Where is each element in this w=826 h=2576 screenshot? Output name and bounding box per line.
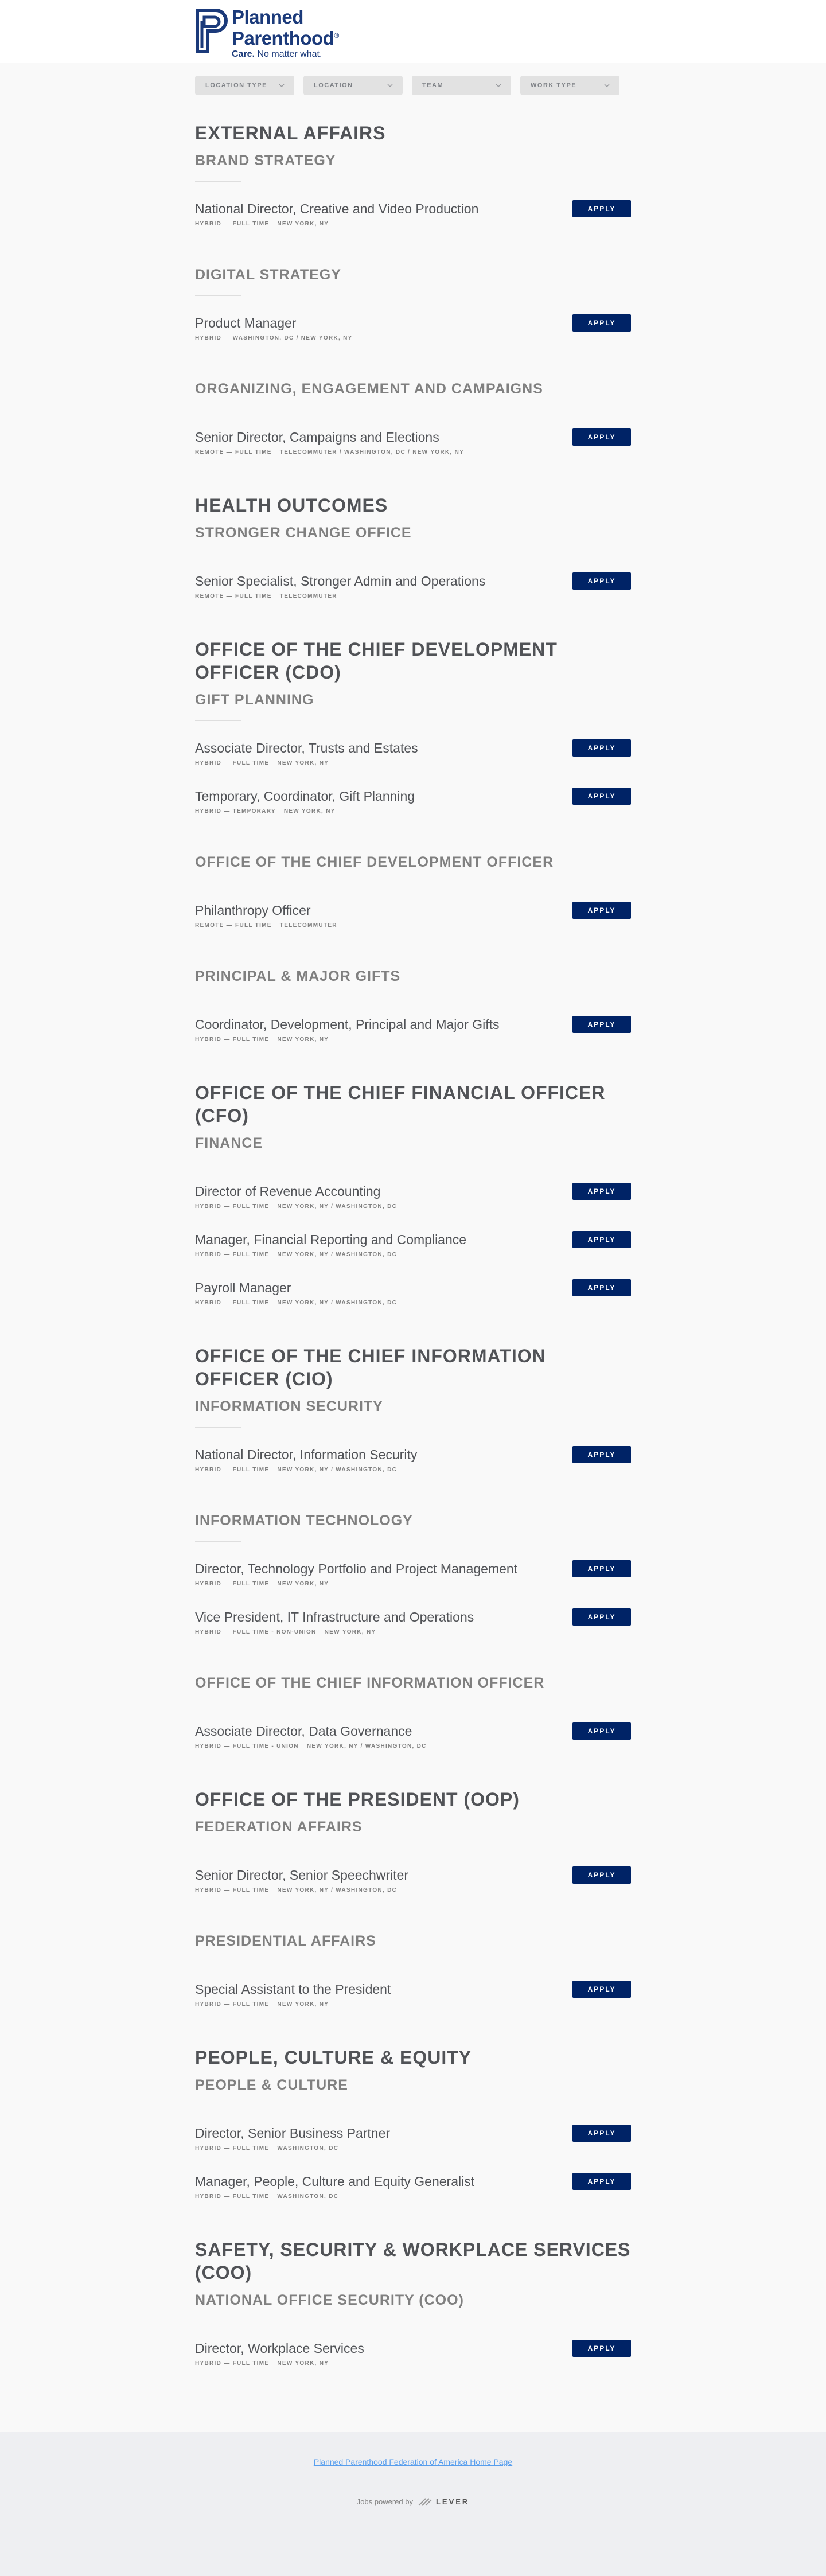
job-commitment: HYBRID — FULL TIME (195, 1467, 270, 1473)
job-meta (195, 2360, 631, 2367)
job-posting (195, 1183, 631, 1218)
sub-team-title: INFORMATION TECHNOLOGY (195, 1513, 413, 1529)
filter-team[interactable] (412, 76, 511, 95)
job-title-link[interactable]: Manager, People, Culture and Equity Generalist (195, 2174, 475, 2189)
job-location: NEW YORK, NY (277, 221, 329, 227)
job-commitment: HYBRID — FULL TIME (195, 1203, 270, 1210)
team-section (195, 1081, 631, 1315)
job-title-link[interactable]: Senior Director, Senior Speechwriter (195, 1868, 408, 1883)
chevron-down-icon (278, 82, 285, 89)
job-meta (195, 2193, 631, 2200)
team-section (195, 2046, 631, 2208)
job-meta (195, 1467, 631, 1473)
sub-team-title: FEDERATION AFFAIRS (195, 1819, 363, 1835)
apply-button[interactable]: APPLY (572, 2173, 631, 2190)
sub-team-section (195, 2076, 631, 2208)
chevron-down-icon (495, 82, 502, 89)
job-posting (195, 1560, 631, 1596)
job-location: NEW YORK, NY (277, 2001, 329, 2008)
job-posting (195, 200, 631, 236)
sub-team-section (195, 967, 631, 1051)
sub-team-title: OFFICE OF THE CHIEF INFORMATION OFFICER (195, 1675, 545, 1691)
divider (195, 720, 241, 721)
team-section (195, 494, 631, 608)
divider (195, 1427, 241, 1428)
job-posting (195, 2340, 631, 2375)
job-location: NEW YORK, NY / WASHINGTON, DC (277, 1252, 398, 1258)
job-posting (195, 1446, 631, 1482)
site-footer (0, 2432, 826, 2576)
lever-logo[interactable] (418, 2496, 469, 2507)
job-title-link[interactable]: National Director, Information Security (195, 1447, 418, 1462)
job-meta (195, 760, 631, 766)
team-section (195, 122, 631, 464)
apply-button[interactable]: APPLY (572, 314, 631, 332)
job-location: NEW YORK, NY / WASHINGTON, DC (277, 1467, 398, 1473)
apply-button[interactable]: APPLY (572, 1016, 631, 1033)
divider (195, 1541, 241, 1542)
apply-button[interactable]: APPLY (572, 788, 631, 805)
job-meta (195, 922, 631, 929)
job-meta (195, 593, 631, 599)
job-location: NEW YORK, NY (277, 760, 329, 766)
job-title-link[interactable]: Director, Technology Portfolio and Project Management (195, 1561, 518, 1576)
sub-team-title: STRONGER CHANGE OFFICE (195, 525, 412, 541)
job-location: TELECOMMUTER / WASHINGTON, DC / NEW YORK, NY (279, 449, 465, 455)
job-location: TELECOMMUTER (279, 922, 337, 929)
job-location: NEW YORK, NY (277, 2360, 329, 2367)
apply-button[interactable]: APPLY (572, 1446, 631, 1463)
job-posting (195, 1016, 631, 1051)
job-commitment: REMOTE — FULL TIME (195, 922, 272, 929)
powered-by (0, 2496, 826, 2507)
sub-team-title: PRINCIPAL & MAJOR GIFTS (195, 968, 401, 984)
job-title-link[interactable]: Product Manager (195, 315, 297, 330)
brand-line-1: Planned (232, 6, 303, 28)
planned-parenthood-logo-icon (195, 8, 228, 54)
divider (195, 181, 241, 182)
site-header (0, 0, 826, 63)
apply-button[interactable]: APPLY (572, 2340, 631, 2357)
apply-button[interactable]: APPLY (572, 572, 631, 590)
filter-label: LOCATION TYPE (205, 82, 267, 89)
team-section (195, 1344, 631, 1758)
job-location: NEW YORK, NY / WASHINGTON, DC (306, 1743, 427, 1749)
job-location: WASHINGTON, DC (277, 2145, 339, 2152)
sub-team-section (195, 2291, 631, 2375)
job-location: NEW YORK, NY (277, 1581, 329, 1587)
brand-line-2: Parenthood (232, 28, 334, 49)
job-location: NEW YORK, NY / WASHINGTON, DC (277, 1300, 398, 1306)
job-commitment: HYBRID — FULL TIME (195, 2360, 270, 2367)
job-commitment: HYBRID — TEMPORARY (195, 808, 276, 815)
sub-team-title: NATIONAL OFFICE SECURITY (COO) (195, 2292, 464, 2308)
sub-team-title: GIFT PLANNING (195, 692, 314, 708)
apply-button[interactable]: APPLY (572, 1722, 631, 1740)
job-title-link[interactable]: Director, Workplace Services (195, 2341, 364, 2356)
sub-team-section (195, 380, 631, 464)
sub-team-section (195, 1511, 631, 1644)
job-meta (195, 1252, 631, 1258)
tagline-bold: Care. (232, 49, 255, 59)
job-title-link[interactable]: Vice President, IT Infrastructure and Operations (195, 1609, 474, 1624)
team-title: PEOPLE, CULTURE & EQUITY (195, 2047, 472, 2068)
team-title: SAFETY, SECURITY & WORKPLACE SERVICES (COO) (195, 2239, 631, 2283)
job-commitment: HYBRID — FULL TIME (195, 1036, 270, 1043)
job-posting (195, 1608, 631, 1644)
job-posting (195, 1279, 631, 1315)
job-title-link[interactable]: Senior Director, Campaigns and Elections (195, 430, 439, 445)
apply-button[interactable]: APPLY (572, 1866, 631, 1884)
team-section (195, 1788, 631, 2016)
apply-button[interactable]: APPLY (572, 1560, 631, 1577)
job-meta (195, 1743, 631, 1749)
job-posting (195, 1722, 631, 1758)
job-meta (195, 1036, 631, 1043)
job-commitment: HYBRID — FULL TIME (195, 1887, 270, 1893)
sub-team-title: PEOPLE & CULTURE (195, 2077, 348, 2093)
job-commitment: HYBRID — WASHINGTON, DC / NEW YORK, NY (195, 335, 353, 341)
chevron-down-icon (603, 82, 610, 89)
sub-team-title: DIGITAL STRATEGY (195, 267, 341, 283)
sub-team-title: OFFICE OF THE CHIEF DEVELOPMENT OFFICER (195, 854, 554, 870)
apply-button[interactable]: APPLY (572, 1183, 631, 1200)
sub-team-title: BRAND STRATEGY (195, 153, 336, 169)
divider (195, 295, 241, 296)
sub-team-section (195, 1932, 631, 2016)
job-meta (195, 335, 631, 341)
sub-team-section (195, 1674, 631, 1758)
apply-button[interactable]: APPLY (572, 1981, 631, 1998)
filter-label: WORK TYPE (531, 82, 577, 89)
sub-team-section (195, 853, 631, 937)
job-title-link[interactable]: Philanthropy Officer (195, 903, 311, 918)
apply-button[interactable]: APPLY (572, 1608, 631, 1626)
job-posting (195, 902, 631, 937)
job-location: NEW YORK, NY (324, 1629, 376, 1635)
job-commitment: REMOTE — FULL TIME (195, 593, 272, 599)
job-title-link[interactable]: Associate Director, Data Governance (195, 1724, 412, 1739)
brand-tagline (232, 49, 339, 60)
job-posting (195, 1866, 631, 1902)
job-commitment: HYBRID — FULL TIME (195, 2145, 270, 2152)
sub-team-title: INFORMATION SECURITY (195, 1398, 383, 1414)
filter-label: TEAM (422, 82, 444, 89)
powered-by-text: Jobs powered by (356, 2497, 413, 2506)
sub-team-section (195, 151, 631, 236)
apply-button[interactable]: APPLY (572, 200, 631, 217)
apply-button[interactable]: APPLY (572, 739, 631, 757)
sub-team-section (195, 691, 631, 823)
job-title-link[interactable]: National Director, Creative and Video Production (195, 201, 479, 216)
job-location: NEW YORK, NY (283, 808, 336, 815)
team-list (195, 122, 631, 2375)
sub-team-section (195, 524, 631, 608)
job-title-link[interactable]: Temporary, Coordinator, Gift Planning (195, 789, 415, 804)
filter-label: LOCATION (314, 82, 353, 89)
sub-team-section (195, 266, 631, 350)
job-meta (195, 2001, 631, 2008)
job-commitment: HYBRID — FULL TIME (195, 221, 270, 227)
team-title: EXTERNAL AFFAIRS (195, 123, 386, 143)
job-posting (195, 314, 631, 350)
sub-team-title: ORGANIZING, ENGAGEMENT AND CAMPAIGNS (195, 381, 543, 397)
job-posting (195, 1981, 631, 2016)
team-title: OFFICE OF THE CHIEF FINANCIAL OFFICER (CFO) (195, 1082, 606, 1126)
sub-team-section (195, 1818, 631, 1902)
job-commitment: REMOTE — FULL TIME (195, 449, 272, 455)
job-title-link[interactable]: Senior Specialist, Stronger Admin and Operations (195, 574, 486, 589)
job-meta (195, 1300, 631, 1306)
sub-team-title: FINANCE (195, 1135, 263, 1151)
team-section (195, 638, 631, 1051)
team-section (195, 2238, 631, 2375)
job-meta (195, 1629, 631, 1635)
job-posting (195, 2173, 631, 2208)
job-location: NEW YORK, NY / WASHINGTON, DC (277, 1203, 398, 1210)
lever-wordmark: LEVER (435, 2497, 470, 2506)
job-title-link[interactable]: Director, Senior Business Partner (195, 2126, 391, 2141)
apply-button[interactable]: APPLY (572, 902, 631, 919)
job-title-link[interactable]: Associate Director, Trusts and Estates (195, 741, 418, 755)
job-meta (195, 1581, 631, 1587)
job-title-link[interactable]: Payroll Manager (195, 1280, 291, 1295)
job-posting (195, 428, 631, 464)
apply-button[interactable]: APPLY (572, 428, 631, 446)
team-title: OFFICE OF THE CHIEF INFORMATION OFFICER (CIO) (195, 1346, 546, 1389)
apply-button[interactable]: APPLY (572, 1231, 631, 1248)
team-title: OFFICE OF THE CHIEF DEVELOPMENT OFFICER (CDO) (195, 639, 558, 683)
job-posting (195, 788, 631, 823)
job-posting (195, 2125, 631, 2160)
job-location: WASHINGTON, DC (277, 2193, 339, 2200)
apply-button[interactable]: APPLY (572, 2125, 631, 2142)
filter-bar (195, 76, 631, 95)
chevron-down-icon (387, 82, 393, 89)
filter-location[interactable] (303, 76, 403, 95)
lever-logo-icon (418, 2496, 433, 2507)
job-commitment: HYBRID — FULL TIME - UNION (195, 1743, 299, 1749)
job-commitment: HYBRID — FULL TIME (195, 2001, 270, 2008)
job-posting (195, 739, 631, 775)
job-location: NEW YORK, NY / WASHINGTON, DC (277, 1887, 398, 1893)
job-posting (195, 572, 631, 608)
job-meta (195, 1887, 631, 1893)
tagline-rest: No matter what. (255, 49, 322, 59)
job-meta (195, 808, 631, 815)
job-meta (195, 1203, 631, 1210)
job-title-link[interactable]: Coordinator, Development, Principal and Major Gifts (195, 1017, 500, 1032)
job-title-link[interactable]: Special Assistant to the President (195, 1982, 391, 1997)
job-commitment: HYBRID — FULL TIME (195, 1300, 270, 1306)
team-title: HEALTH OUTCOMES (195, 495, 388, 516)
sub-team-section (195, 1397, 631, 1482)
apply-button[interactable]: APPLY (572, 1279, 631, 1296)
registered-mark: ® (334, 32, 339, 40)
sub-team-title: PRESIDENTIAL AFFAIRS (195, 1933, 376, 1949)
job-title-link[interactable]: Director of Revenue Accounting (195, 1184, 381, 1199)
filter-work-type[interactable] (520, 76, 620, 95)
sub-team-section (195, 1134, 631, 1315)
job-commitment: HYBRID — FULL TIME (195, 1252, 270, 1258)
job-location: TELECOMMUTER (279, 593, 337, 599)
job-commitment: HYBRID — FULL TIME (195, 2193, 270, 2200)
job-title-link[interactable]: Manager, Financial Reporting and Compliance (195, 1232, 467, 1247)
team-title: OFFICE OF THE PRESIDENT (OOP) (195, 1789, 520, 1810)
job-commitment: HYBRID — FULL TIME - NON-UNION (195, 1629, 317, 1635)
home-page-link[interactable]: Planned Parenthood Federation of America Home Page (313, 2457, 513, 2466)
job-commitment: HYBRID — FULL TIME (195, 760, 270, 766)
job-meta (195, 221, 631, 227)
filter-location-type[interactable] (195, 76, 294, 95)
job-commitment: HYBRID — FULL TIME (195, 1581, 270, 1587)
postings-container (195, 63, 631, 2375)
job-posting (195, 1231, 631, 1266)
job-meta (195, 2145, 631, 2152)
job-location: NEW YORK, NY (277, 1036, 329, 1043)
brand-logo[interactable] (195, 8, 339, 60)
job-meta (195, 449, 631, 455)
